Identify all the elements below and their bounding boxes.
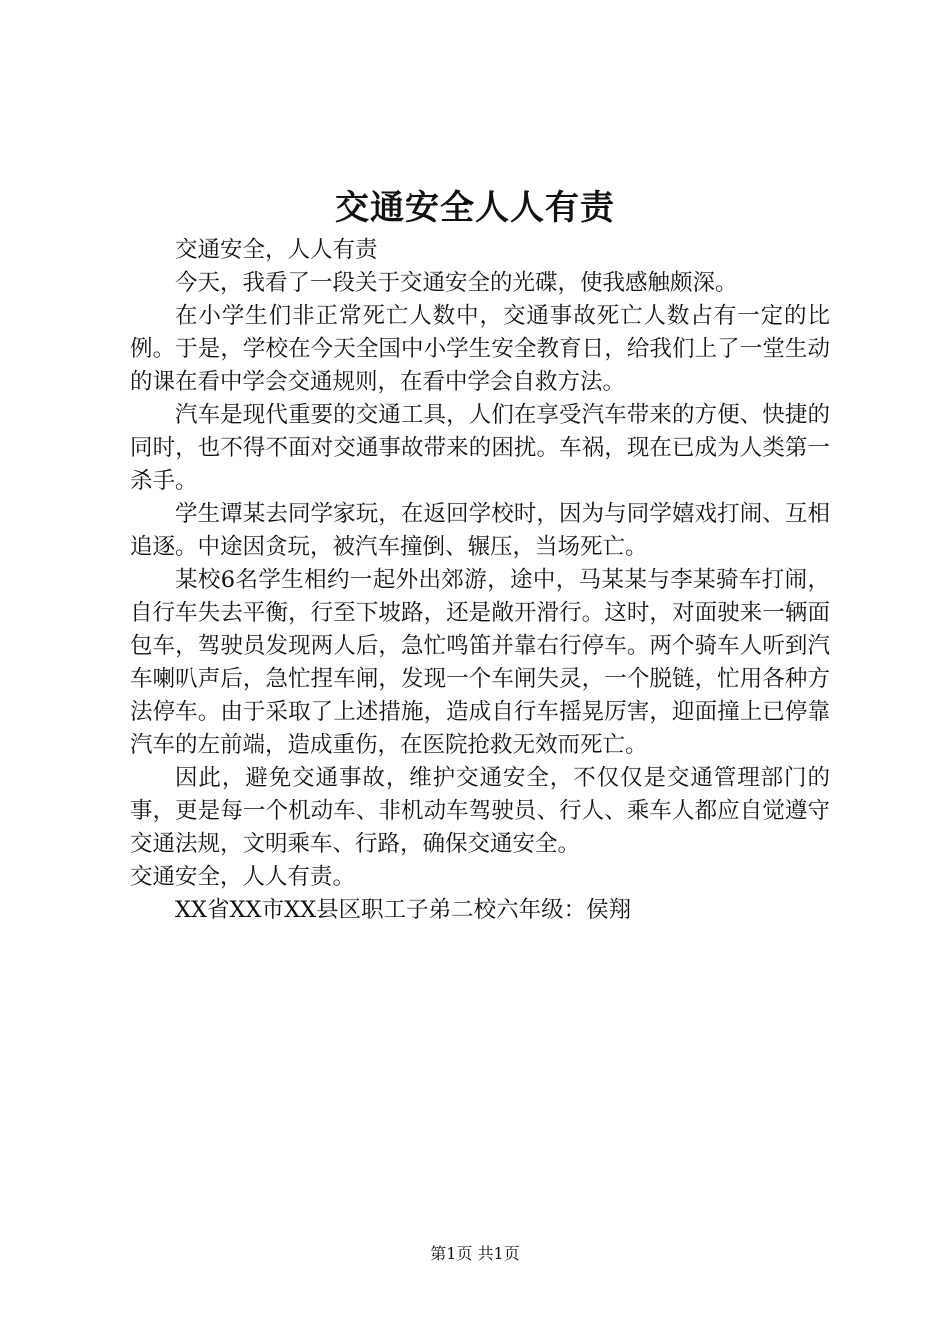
paragraph-closing: 交通安全，人人有责。	[130, 864, 356, 890]
paragraph-conclusion: 因此，避免交通事故，维护交通安全，不仅仅是交通管理部门的事，更是每一个机动车、非机动车驾驶员、行人、乘车人都应自觉遵守交通法规，文明乘车、行路，确保交通安全。	[130, 765, 830, 857]
page-footer: 第1页 共1页	[430, 1244, 520, 1263]
paragraph-case-one: 学生谭某去同学家玩，在返回学校时，因为与同学嬉戏打闹、互相追逐。中途因贪玩，被汽车撞倒、辗压，当场死亡。	[130, 501, 830, 560]
paragraph-statistics: 在小学生们非正常死亡人数中，交通事故死亡人数占有一定的比例。于是，学校在今天全国中小学生安全教育日，给我们上了一堂生动的课在看中学会交通规则，在看中学会自救方法。	[130, 303, 830, 395]
document-title: 交通安全人人有责	[335, 188, 615, 228]
paragraph-cars: 汽车是现代重要的交通工具，人们在享受汽车带来的方便、快捷的同时，也不得不面对交通事故带来的困扰。车祸，现在已成为人类第一杀手。	[130, 402, 830, 494]
document-body	[130, 234, 830, 927]
paragraph-case-two: 某校6名学生相约一起外出郊游，途中，马某某与李某骑车打闹，自行车失去平衡，行至下坡路，还是敞开滑行。这时，对面驶来一辆面包车，驾驶员发现两人后，急忙鸣笛并靠右行停车。两个骑车人听到汽车喇叭声后，急忙捏车闸，发现一个车闸失灵，一个脱链，忙用各种方法停车。由于采取了上述措施，造成自行车摇晃厉害，迎面撞上已停靠汽车的左前端，造成重伤，在医院抢救无效而死亡。	[130, 567, 830, 758]
paragraph-author: XX省XX市XX县区职工子弟二校六年级：侯翔	[175, 897, 632, 923]
paragraph-intro: 今天，我看了一段关于交通安全的光碟，使我感触颇深。	[175, 270, 738, 296]
paragraph-subtitle: 交通安全，人人有责	[175, 237, 378, 263]
